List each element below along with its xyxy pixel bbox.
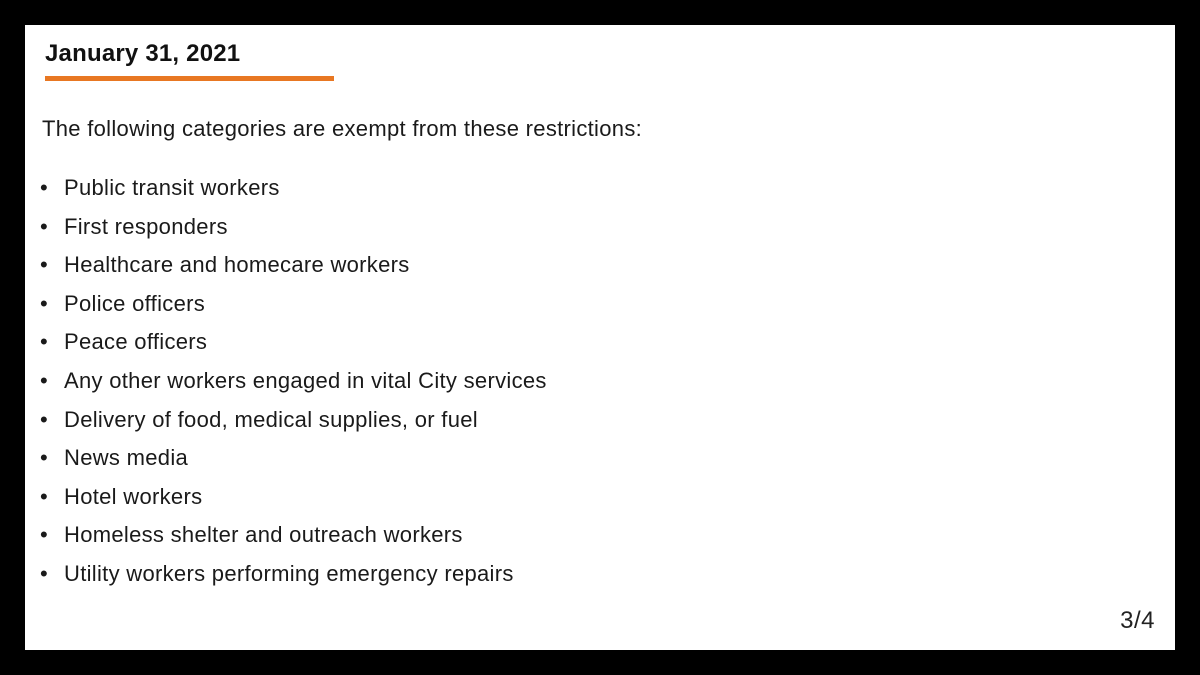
list-item-text: Any other workers engaged in vital City services: [64, 367, 547, 393]
intro-text: The following categories are exempt from these restrictions:: [42, 116, 643, 141]
list-item-text: News media: [64, 445, 189, 471]
list-item: [39, 405, 547, 444]
bullet-icon: •: [40, 560, 49, 586]
list-item-text: Homeless shelter and outreach workers: [64, 522, 463, 548]
list-item: [39, 366, 547, 405]
exemption-list: [39, 173, 547, 598]
list-item-text: Peace officers: [64, 329, 208, 355]
bullet-icon: •: [40, 329, 49, 355]
bullet-icon: •: [40, 290, 49, 316]
bullet-icon: •: [40, 445, 49, 471]
list-item-text: Hotel workers: [64, 483, 203, 509]
bullet-icon: •: [40, 367, 49, 393]
page-number: 3/4: [1120, 607, 1155, 634]
list-item-text: First responders: [64, 213, 228, 239]
list-item: [39, 289, 547, 328]
list-item: [39, 443, 547, 482]
list-item: [39, 520, 547, 559]
bullet-icon: •: [40, 213, 49, 239]
slide-title: January 31, 2021: [45, 40, 241, 67]
slide: [25, 25, 1175, 650]
list-item-text: Public transit workers: [64, 175, 280, 200]
list-item: [39, 212, 547, 251]
title-underline: [45, 76, 334, 81]
bullet-icon: •: [40, 522, 49, 548]
list-item: [39, 482, 547, 521]
bullet-icon: •: [40, 406, 49, 432]
bullet-icon: •: [40, 252, 49, 278]
list-item: [39, 327, 547, 366]
list-item-text: Healthcare and homecare workers: [64, 252, 410, 278]
list-item-text: Utility workers performing emergency repairs: [64, 560, 514, 586]
list-item: [39, 559, 547, 598]
bullet-icon: •: [40, 175, 49, 200]
list-item-text: Delivery of food, medical supplies, or fuel: [64, 406, 478, 432]
bullet-icon: •: [40, 483, 49, 509]
list-item-text: Police officers: [64, 290, 206, 316]
list-item: [39, 173, 547, 212]
list-item: [39, 250, 547, 289]
